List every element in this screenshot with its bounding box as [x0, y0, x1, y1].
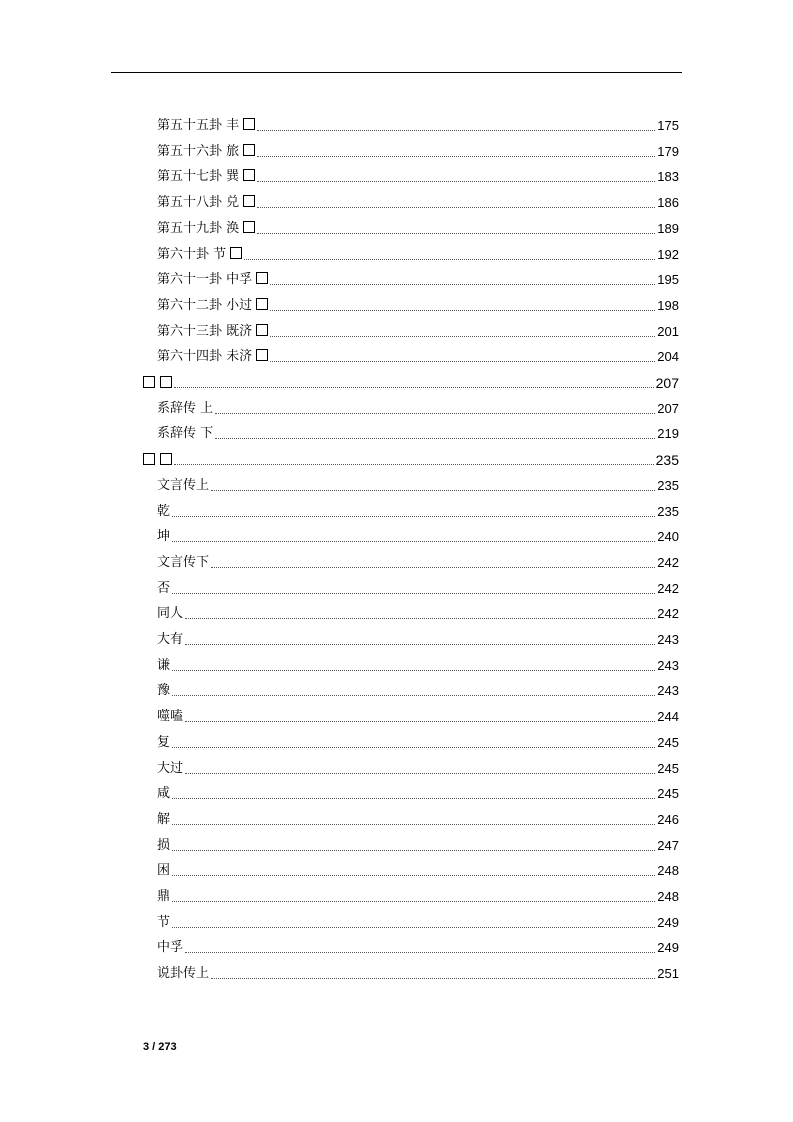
- toc-entry-title-text: 第六十一卦 中孚: [157, 272, 257, 288]
- toc-entry-title: [157, 140, 255, 164]
- toc-entry-title: [157, 859, 170, 883]
- toc-entry[interactable]: [157, 654, 679, 678]
- toc-entry-title: [157, 422, 213, 446]
- toc-entry-page-number: 242: [657, 606, 679, 622]
- toc-entry-page-number: 247: [657, 837, 679, 853]
- toc-dot-leader: [211, 978, 655, 979]
- toc-entry-page-number: 249: [657, 914, 679, 930]
- toc-entry-page-number: 243: [657, 632, 679, 647]
- toc-dot-leader: [172, 901, 655, 902]
- toc-entry-title-text: 文言传下: [157, 554, 210, 570]
- toc-entry-title: [157, 191, 255, 215]
- missing-glyph-box-icon: [230, 247, 242, 259]
- toc-entry[interactable]: [157, 782, 679, 806]
- toc-entry-page-number: 189: [657, 220, 679, 236]
- toc-entry[interactable]: [157, 165, 679, 189]
- toc-entry-page-number: 245: [657, 734, 679, 750]
- toc-entry-title: [143, 371, 172, 395]
- toc-entry-page-number: 249: [657, 940, 679, 956]
- toc-entry[interactable]: [157, 551, 679, 575]
- toc-entry-page-number: 235: [655, 452, 679, 469]
- toc-entry-title-text: 坤: [157, 529, 171, 545]
- toc-entry-title-text: 噬嗑: [157, 709, 184, 725]
- toc-entry-page-number: 175: [657, 118, 679, 133]
- toc-dot-leader: [211, 567, 655, 568]
- toc-entry-page-number: 207: [657, 400, 679, 416]
- toc-dot-leader: [172, 541, 655, 542]
- toc-entry-page-number: 179: [657, 143, 679, 159]
- toc-entry-page-number: 183: [657, 169, 679, 185]
- toc-entry[interactable]: [157, 320, 679, 344]
- toc-entry-title: [157, 345, 268, 369]
- toc-entry-title-text: 第六十二卦 小过: [157, 297, 257, 313]
- toc-entry-title-text: 大过: [157, 760, 184, 776]
- toc-dot-leader: [215, 438, 655, 439]
- toc-entry-page-number: 242: [657, 580, 679, 596]
- toc-entry[interactable]: [143, 371, 679, 395]
- toc-dot-leader: [185, 618, 655, 619]
- toc-entry-title: [157, 500, 170, 524]
- toc-entry-title-text: 大有: [157, 632, 184, 647]
- toc-dot-leader: [215, 413, 655, 414]
- toc-entry[interactable]: [157, 217, 679, 241]
- missing-glyph-box-icon: [243, 144, 255, 156]
- missing-glyph-box-icon: [256, 349, 268, 361]
- toc-entry-page-number: 248: [657, 863, 679, 879]
- toc-entry-title-text: 困: [157, 863, 171, 879]
- toc-dot-leader: [172, 798, 655, 799]
- toc-entry-page-number: 235: [657, 477, 679, 493]
- toc-entry-page-number: 207: [655, 375, 679, 391]
- toc-entry-title-text: 复: [157, 734, 171, 750]
- toc-entry[interactable]: [157, 474, 679, 498]
- toc-entry-title-text: 乾: [157, 503, 171, 519]
- toc-dot-leader: [172, 516, 655, 517]
- toc-entry[interactable]: [157, 602, 679, 626]
- toc-dot-leader: [211, 490, 655, 491]
- toc-entry-page-number: 243: [657, 683, 679, 699]
- toc-dot-leader: [172, 593, 655, 594]
- toc-entry-title-text: 解: [157, 811, 171, 827]
- toc-entry[interactable]: [157, 834, 679, 858]
- missing-glyph-box-icon: [243, 195, 255, 207]
- toc-dot-leader: [270, 310, 655, 311]
- toc-entry-title: [157, 936, 183, 960]
- toc-entry[interactable]: [157, 885, 679, 909]
- toc-entry-title: [157, 885, 170, 909]
- toc-entry-title: [157, 808, 170, 832]
- toc-entry-title: [157, 731, 170, 755]
- toc-entry-page-number: 195: [657, 272, 679, 288]
- toc-entry-title: [157, 679, 170, 703]
- missing-glyph-box-icon: [160, 453, 172, 465]
- toc-entry-title-text: 第六十卦 节: [157, 246, 231, 262]
- toc-dot-leader: [270, 336, 655, 337]
- missing-glyph-box-icon: [243, 169, 255, 181]
- toc-entry-title: [157, 268, 268, 292]
- toc-entry-page-number: 198: [657, 297, 679, 313]
- toc-dot-leader: [172, 875, 655, 876]
- toc-dot-leader: [174, 464, 654, 465]
- toc-entry-title: [157, 294, 268, 318]
- toc-entry[interactable]: [157, 243, 679, 267]
- toc-entry-title: [157, 165, 255, 189]
- toc-entry-page-number: 235: [657, 503, 679, 519]
- missing-glyph-box-icon: [256, 324, 268, 336]
- missing-glyph-box-icon: [243, 221, 255, 233]
- toc-entry[interactable]: [157, 936, 679, 960]
- toc-entry-title-text: 否: [157, 580, 171, 596]
- toc-entry-title-text: 谦: [157, 657, 171, 673]
- toc-entry-page-number: 219: [657, 426, 679, 442]
- toc-entry-page-number: 192: [657, 246, 679, 262]
- toc-entry[interactable]: [157, 268, 679, 292]
- toc-entry-title: [157, 114, 255, 138]
- toc-entry-page-number: 242: [657, 554, 679, 570]
- toc-entry-title: [157, 654, 170, 678]
- toc-entry-page-number: 245: [657, 760, 679, 776]
- toc-dot-leader: [270, 284, 655, 285]
- toc-dot-leader: [185, 644, 655, 645]
- toc-entry-page-number: 243: [657, 657, 679, 673]
- toc-entry[interactable]: [157, 962, 679, 986]
- toc-entry-title-text: 咸: [157, 786, 171, 802]
- missing-glyph-box-icon: [143, 376, 155, 388]
- toc-entry-title-text: 第六十三卦 既济: [157, 323, 257, 339]
- toc-entry[interactable]: [157, 500, 679, 524]
- toc-dot-leader: [185, 952, 655, 953]
- toc-dot-leader: [172, 824, 655, 825]
- toc-entry[interactable]: [157, 911, 679, 935]
- toc-dot-leader: [257, 130, 655, 131]
- toc-dot-leader: [257, 181, 655, 182]
- toc-entry-title: [157, 577, 170, 601]
- toc-entry-title-text: 豫: [157, 683, 171, 699]
- toc-entry[interactable]: [157, 705, 679, 729]
- toc-entry[interactable]: [157, 577, 679, 601]
- toc-entry-title: [157, 628, 183, 652]
- missing-glyph-box-icon: [243, 118, 255, 130]
- toc-entry-title-text: 第五十五卦 丰: [157, 118, 244, 133]
- toc-entry[interactable]: [157, 114, 679, 138]
- toc-dot-leader: [172, 695, 655, 696]
- toc-entry-title: [157, 834, 170, 858]
- toc-dot-leader: [257, 207, 655, 208]
- header-rule: [111, 72, 682, 73]
- missing-glyph-box-icon: [256, 298, 268, 310]
- toc-entry-title: [157, 474, 209, 498]
- toc-entry[interactable]: [157, 808, 679, 832]
- toc-entry-title: [157, 602, 183, 626]
- toc-entry-page-number: 248: [657, 889, 679, 904]
- toc-entry-title: [157, 962, 209, 986]
- toc-entry-page-number: 246: [657, 811, 679, 827]
- toc-entry-title: [157, 243, 242, 267]
- toc-entry[interactable]: [157, 859, 679, 883]
- toc-entry-title-text: 同人: [157, 606, 184, 622]
- toc-entry[interactable]: [157, 191, 679, 215]
- toc-entry[interactable]: [157, 757, 679, 781]
- toc-entry-title-text: 说卦传上: [157, 966, 210, 982]
- toc-entry-title: [143, 448, 172, 472]
- toc-entry[interactable]: [157, 345, 679, 369]
- toc-dot-leader: [172, 747, 655, 748]
- toc-entry[interactable]: [157, 731, 679, 755]
- toc-dot-leader: [172, 927, 655, 928]
- toc-dot-leader: [257, 233, 655, 234]
- toc-entry-page-number: 245: [657, 786, 679, 802]
- toc-entry-title-text: 第五十九卦 涣: [157, 220, 244, 236]
- toc-dot-leader: [244, 259, 655, 260]
- toc-entry-title: [157, 757, 183, 781]
- missing-glyph-box-icon: [256, 272, 268, 284]
- toc-entry-title-text: 节: [157, 914, 171, 930]
- toc-entry-title-text: 系辞传 下: [157, 426, 214, 442]
- toc-entry-page-number: 204: [657, 349, 679, 365]
- toc-entry-page-number: 186: [657, 195, 679, 211]
- toc-entry-page-number: 244: [657, 709, 679, 725]
- toc-entry[interactable]: [157, 140, 679, 164]
- toc-entry-title: [157, 217, 255, 241]
- toc-dot-leader: [257, 156, 655, 157]
- missing-glyph-box-icon: [160, 376, 172, 388]
- toc-entry-title: [157, 911, 170, 935]
- toc-entry-title-text: 中孚: [157, 940, 184, 956]
- toc-dot-leader: [270, 361, 655, 362]
- page-indicator: 3 / 273: [143, 1041, 177, 1053]
- toc-dot-leader: [185, 721, 655, 722]
- toc-entry-title: [157, 525, 170, 549]
- toc-entry-title: [157, 782, 170, 806]
- toc-entry-title: [157, 320, 268, 344]
- toc-entry-title-text: 第六十四卦 未济: [157, 349, 257, 365]
- toc-entry[interactable]: [157, 294, 679, 318]
- toc-entry-title-text: 第五十六卦 旅: [157, 143, 244, 159]
- toc-entry-page-number: 240: [657, 529, 679, 545]
- toc-entry-page-number: 251: [657, 966, 679, 982]
- toc-dot-leader: [185, 773, 655, 774]
- missing-glyph-box-icon: [143, 453, 155, 465]
- toc-entry-title: [157, 705, 183, 729]
- toc-entry-title-text: 第五十七卦 巽: [157, 169, 244, 185]
- toc-entry[interactable]: [157, 628, 679, 652]
- toc-entry[interactable]: [143, 448, 679, 472]
- toc-entry[interactable]: [157, 397, 679, 421]
- toc-dot-leader: [172, 850, 655, 851]
- toc-entry-title: [157, 397, 213, 421]
- toc-entry-page-number: 201: [657, 323, 679, 339]
- toc-entry-title-text: 系辞传 上: [157, 400, 214, 416]
- toc-entry-title: [157, 551, 209, 575]
- toc-entry-title-text: 第五十八卦 兑: [157, 195, 244, 211]
- toc-entry[interactable]: [157, 679, 679, 703]
- toc-dot-leader: [174, 387, 654, 388]
- toc-entry[interactable]: [157, 422, 679, 446]
- toc-entry-title-text: 文言传上: [157, 477, 210, 493]
- toc-entry[interactable]: [157, 525, 679, 549]
- toc-entry-title-text: 鼎: [157, 889, 171, 904]
- toc-dot-leader: [172, 670, 655, 671]
- toc-entry-title-text: 损: [157, 837, 171, 853]
